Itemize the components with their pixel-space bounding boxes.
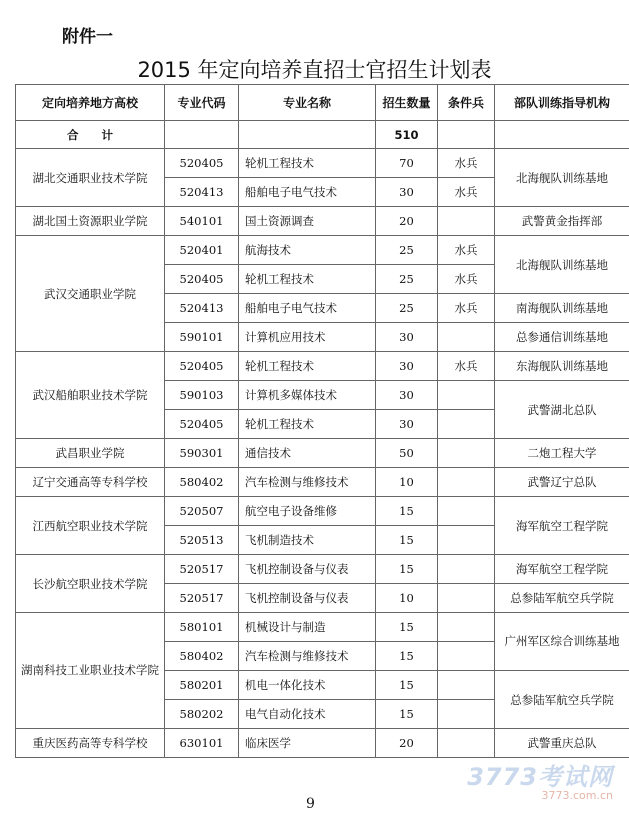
major-cell: 轮机工程技术 xyxy=(239,149,376,178)
quota-cell: 15 xyxy=(376,526,438,555)
quota-cell: 25 xyxy=(376,294,438,323)
code-cell: 590101 xyxy=(165,323,239,352)
major-cell: 临床医学 xyxy=(239,729,376,758)
major-cell: 航空电子设备维修 xyxy=(239,497,376,526)
condition-cell xyxy=(438,526,495,555)
table-row xyxy=(16,439,629,468)
condition-cell xyxy=(438,584,495,613)
quota-cell: 10 xyxy=(376,468,438,497)
quota-cell: 30 xyxy=(376,410,438,439)
condition-cell xyxy=(438,323,495,352)
total-row xyxy=(16,121,629,149)
total-unit-empty xyxy=(495,121,629,149)
school-cell: 湖北国土资源职业学院 xyxy=(16,207,165,236)
major-cell: 轮机工程技术 xyxy=(239,410,376,439)
condition-cell xyxy=(438,555,495,584)
attachment-label: 附件一 xyxy=(62,27,113,47)
unit-cell: 总参陆军航空兵学院 xyxy=(495,584,629,613)
quota-cell: 20 xyxy=(376,207,438,236)
code-cell: 520413 xyxy=(165,178,239,207)
table-row xyxy=(16,236,629,265)
header-condition: 条件兵 xyxy=(438,85,495,121)
school-cell: 武昌职业学院 xyxy=(16,439,165,468)
code-cell: 590103 xyxy=(165,381,239,410)
code-cell: 520405 xyxy=(165,149,239,178)
watermark-brand: 3773考试网 xyxy=(467,763,613,791)
table-row xyxy=(16,149,629,178)
major-cell: 航海技术 xyxy=(239,236,376,265)
major-cell: 机电一体化技术 xyxy=(239,671,376,700)
unit-cell: 广州军区综合训练基地 xyxy=(495,613,629,671)
code-cell: 520401 xyxy=(165,236,239,265)
quota-cell: 25 xyxy=(376,236,438,265)
school-cell: 江西航空职业技术学院 xyxy=(16,497,165,555)
code-cell: 580202 xyxy=(165,700,239,729)
condition-cell: 水兵 xyxy=(438,352,495,381)
table-row xyxy=(16,468,629,497)
unit-cell: 武警辽宁总队 xyxy=(495,468,629,497)
school-cell: 重庆医药高等专科学校 xyxy=(16,729,165,758)
condition-cell xyxy=(438,642,495,671)
condition-cell xyxy=(438,410,495,439)
watermark xyxy=(467,764,613,802)
condition-cell xyxy=(438,671,495,700)
major-cell: 计算机应用技术 xyxy=(239,323,376,352)
table-row xyxy=(16,207,629,236)
code-cell: 520517 xyxy=(165,584,239,613)
major-cell: 船舶电子电气技术 xyxy=(239,178,376,207)
quota-cell: 70 xyxy=(376,149,438,178)
major-cell: 机械设计与制造 xyxy=(239,613,376,642)
quota-cell: 25 xyxy=(376,265,438,294)
code-cell: 590301 xyxy=(165,439,239,468)
code-cell: 540101 xyxy=(165,207,239,236)
page-title: 2015 年定向培养直招士官招生计划表 xyxy=(137,58,492,82)
quota-cell: 15 xyxy=(376,613,438,642)
total-code-empty xyxy=(165,121,239,149)
major-cell: 轮机工程技术 xyxy=(239,265,376,294)
unit-cell: 北海舰队训练基地 xyxy=(495,236,629,294)
condition-cell xyxy=(438,729,495,758)
quota-cell: 15 xyxy=(376,700,438,729)
unit-cell: 北海舰队训练基地 xyxy=(495,149,629,207)
code-cell: 520405 xyxy=(165,352,239,381)
code-cell: 520405 xyxy=(165,410,239,439)
quota-cell: 50 xyxy=(376,439,438,468)
table-row xyxy=(16,555,629,584)
total-quota: 510 xyxy=(376,121,438,149)
unit-cell: 南海舰队训练基地 xyxy=(495,294,629,323)
condition-cell xyxy=(438,497,495,526)
condition-cell xyxy=(438,613,495,642)
unit-cell: 海军航空工程学院 xyxy=(495,555,629,584)
condition-cell: 水兵 xyxy=(438,294,495,323)
major-cell: 电气自动化技术 xyxy=(239,700,376,729)
table-row xyxy=(16,613,629,642)
school-cell: 辽宁交通高等专科学校 xyxy=(16,468,165,497)
school-cell: 长沙航空职业技术学院 xyxy=(16,555,165,613)
total-major-empty xyxy=(239,121,376,149)
header-code: 专业代码 xyxy=(165,85,239,121)
unit-cell: 东海舰队训练基地 xyxy=(495,352,629,381)
code-cell: 580201 xyxy=(165,671,239,700)
condition-cell xyxy=(438,700,495,729)
condition-cell xyxy=(438,207,495,236)
page-number: 9 xyxy=(306,796,315,812)
school-cell: 湖北交通职业技术学院 xyxy=(16,149,165,207)
code-cell: 630101 xyxy=(165,729,239,758)
major-cell: 船舶电子电气技术 xyxy=(239,294,376,323)
quota-cell: 15 xyxy=(376,497,438,526)
major-cell: 飞机控制设备与仪表 xyxy=(239,555,376,584)
header-school: 定向培养地方高校 xyxy=(16,85,165,121)
unit-cell: 二炮工程大学 xyxy=(495,439,629,468)
quota-cell: 30 xyxy=(376,323,438,352)
header-major: 专业名称 xyxy=(239,85,376,121)
code-cell: 580402 xyxy=(165,642,239,671)
quota-cell: 15 xyxy=(376,642,438,671)
unit-cell: 武警重庆总队 xyxy=(495,729,629,758)
unit-cell: 武警黄金指挥部 xyxy=(495,207,629,236)
code-cell: 520405 xyxy=(165,265,239,294)
quota-cell: 20 xyxy=(376,729,438,758)
quota-cell: 30 xyxy=(376,381,438,410)
quota-cell: 15 xyxy=(376,555,438,584)
code-cell: 520507 xyxy=(165,497,239,526)
major-cell: 通信技术 xyxy=(239,439,376,468)
school-cell: 武汉交通职业学院 xyxy=(16,236,165,352)
condition-cell: 水兵 xyxy=(438,149,495,178)
table-header-row xyxy=(16,85,629,121)
header-unit: 部队训练指导机构 xyxy=(495,85,629,121)
condition-cell: 水兵 xyxy=(438,236,495,265)
major-cell: 飞机制造技术 xyxy=(239,526,376,555)
unit-cell: 海军航空工程学院 xyxy=(495,497,629,555)
condition-cell xyxy=(438,381,495,410)
major-cell: 计算机多媒体技术 xyxy=(239,381,376,410)
code-cell: 520413 xyxy=(165,294,239,323)
table-row xyxy=(16,352,629,381)
code-cell: 580402 xyxy=(165,468,239,497)
unit-cell: 总参陆军航空兵学院 xyxy=(495,671,629,729)
major-cell: 轮机工程技术 xyxy=(239,352,376,381)
header-quota: 招生数量 xyxy=(376,85,438,121)
table-row xyxy=(16,729,629,758)
unit-cell: 总参通信训练基地 xyxy=(495,323,629,352)
code-cell: 580101 xyxy=(165,613,239,642)
major-cell: 国土资源调查 xyxy=(239,207,376,236)
major-cell: 飞机控制设备与仪表 xyxy=(239,584,376,613)
condition-cell xyxy=(438,439,495,468)
condition-cell: 水兵 xyxy=(438,178,495,207)
code-cell: 520513 xyxy=(165,526,239,555)
plan-table xyxy=(15,84,629,758)
quota-cell: 30 xyxy=(376,178,438,207)
school-cell: 武汉船舶职业技术学院 xyxy=(16,352,165,439)
school-cell: 湖南科技工业职业技术学院 xyxy=(16,613,165,729)
code-cell: 520517 xyxy=(165,555,239,584)
condition-cell: 水兵 xyxy=(438,265,495,294)
quota-cell: 30 xyxy=(376,352,438,381)
quota-cell: 15 xyxy=(376,671,438,700)
major-cell: 汽车检测与维修技术 xyxy=(239,468,376,497)
table-row xyxy=(16,497,629,526)
total-condition-empty xyxy=(438,121,495,149)
watermark-url: 3773.com.cn xyxy=(541,789,613,802)
unit-cell: 武警湖北总队 xyxy=(495,381,629,439)
condition-cell xyxy=(438,468,495,497)
major-cell: 汽车检测与维修技术 xyxy=(239,642,376,671)
total-label: 合 计 xyxy=(16,121,165,149)
quota-cell: 10 xyxy=(376,584,438,613)
